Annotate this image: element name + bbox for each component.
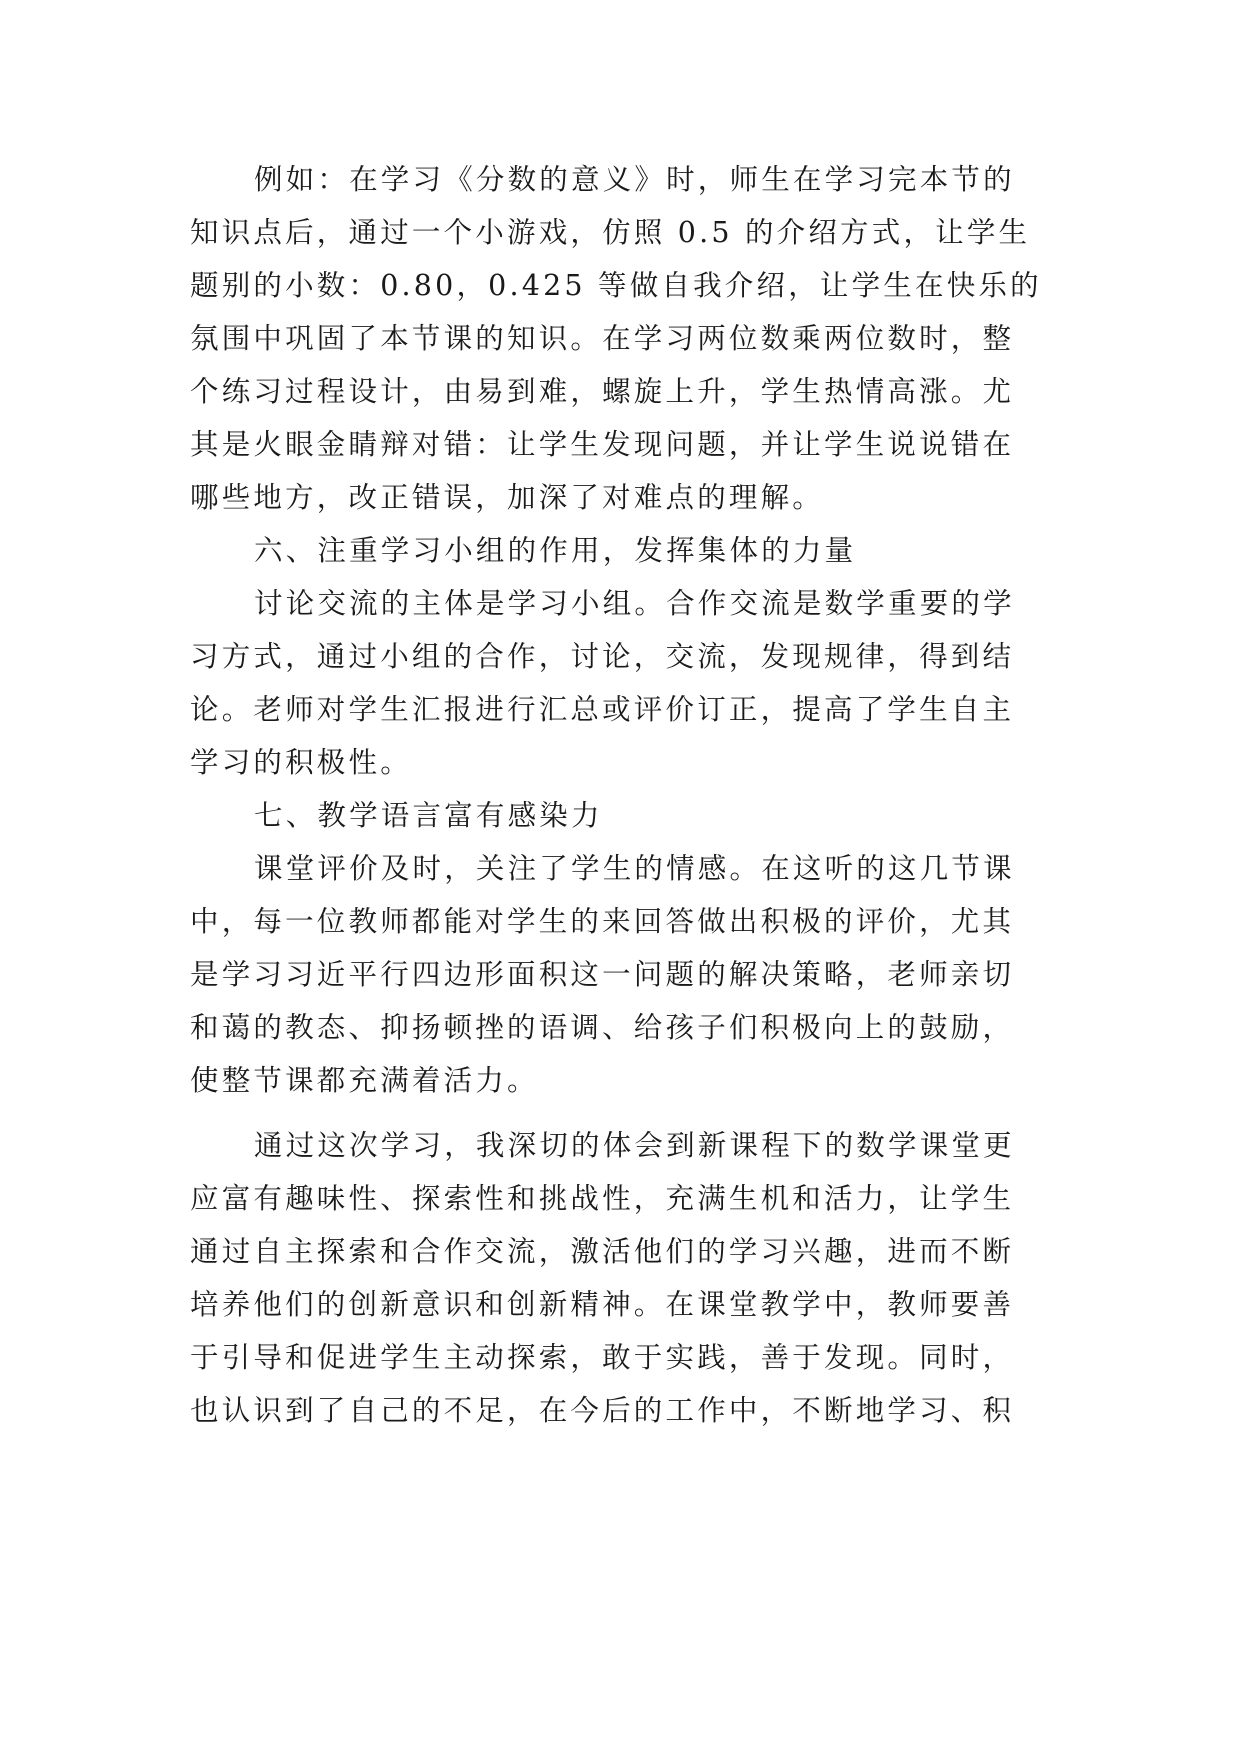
heading-line: 七、教学语言富有感染力 bbox=[254, 799, 603, 832]
text-line: 知识点后，通过一个小游戏，仿照 0.5 的介绍方式，让学生 bbox=[190, 216, 1031, 249]
text-line: 例如：在学习《分数的意义》时，师生在学习完本节的 bbox=[254, 163, 1015, 196]
text-line: 中，每一位教师都能对学生的来回答做出积极的评价，尤其 bbox=[190, 905, 1015, 938]
text-line: 使整节课都充满着活力。 bbox=[190, 1064, 539, 1097]
heading-line: 六、注重学习小组的作用，发挥集体的力量 bbox=[254, 534, 857, 567]
text-line: 于引导和促进学生主动探索，敢于实践，善于发现。同时， bbox=[190, 1341, 1015, 1374]
text-line: 氛围中巩固了本节课的知识。在学习两位数乘两位数时，整 bbox=[190, 322, 1015, 355]
text-line: 论。老师对学生汇报进行汇总或评价订正，提高了学生自主 bbox=[190, 693, 1015, 726]
text-line: 课堂评价及时，关注了学生的情感。在这听的这几节课 bbox=[254, 852, 1015, 885]
text-line: 讨论交流的主体是学习小组。合作交流是数学重要的学 bbox=[254, 587, 1015, 620]
text-line: 是学习习近平行四边形面积这一问题的解决策略，老师亲切 bbox=[190, 958, 1015, 991]
text-line: 和蔼的教态、抑扬顿挫的语调、给孩子们积极向上的鼓励， bbox=[190, 1011, 1015, 1044]
text-line: 应富有趣味性、探索性和挑战性，充满生机和活力，让学生 bbox=[190, 1182, 1015, 1215]
text-line: 哪些地方，改正错误，加深了对难点的理解。 bbox=[190, 481, 825, 514]
text-line: 其是火眼金睛辩对错：让学生发现问题，并让学生说说错在 bbox=[190, 428, 1015, 461]
text-line: 培养他们的创新意识和创新精神。在课堂教学中，教师要善 bbox=[190, 1288, 1015, 1321]
text-line: 也认识到了自己的不足，在今后的工作中，不断地学习、积 bbox=[190, 1394, 1015, 1427]
text-line: 通过这次学习，我深切的体会到新课程下的数学课堂更 bbox=[254, 1129, 1015, 1162]
text-line: 习方式，通过小组的合作，讨论，交流，发现规律，得到结 bbox=[190, 640, 1015, 673]
text-line: 学习的积极性。 bbox=[190, 746, 412, 779]
text-line: 题别的小数：0.80，0.425 等做自我介绍，让学生在快乐的 bbox=[190, 269, 1042, 302]
text-line: 个练习过程设计，由易到难，螺旋上升，学生热情高涨。尤 bbox=[190, 375, 1015, 408]
text-line: 通过自主探索和合作交流，激活他们的学习兴趣，进而不断 bbox=[190, 1235, 1015, 1268]
